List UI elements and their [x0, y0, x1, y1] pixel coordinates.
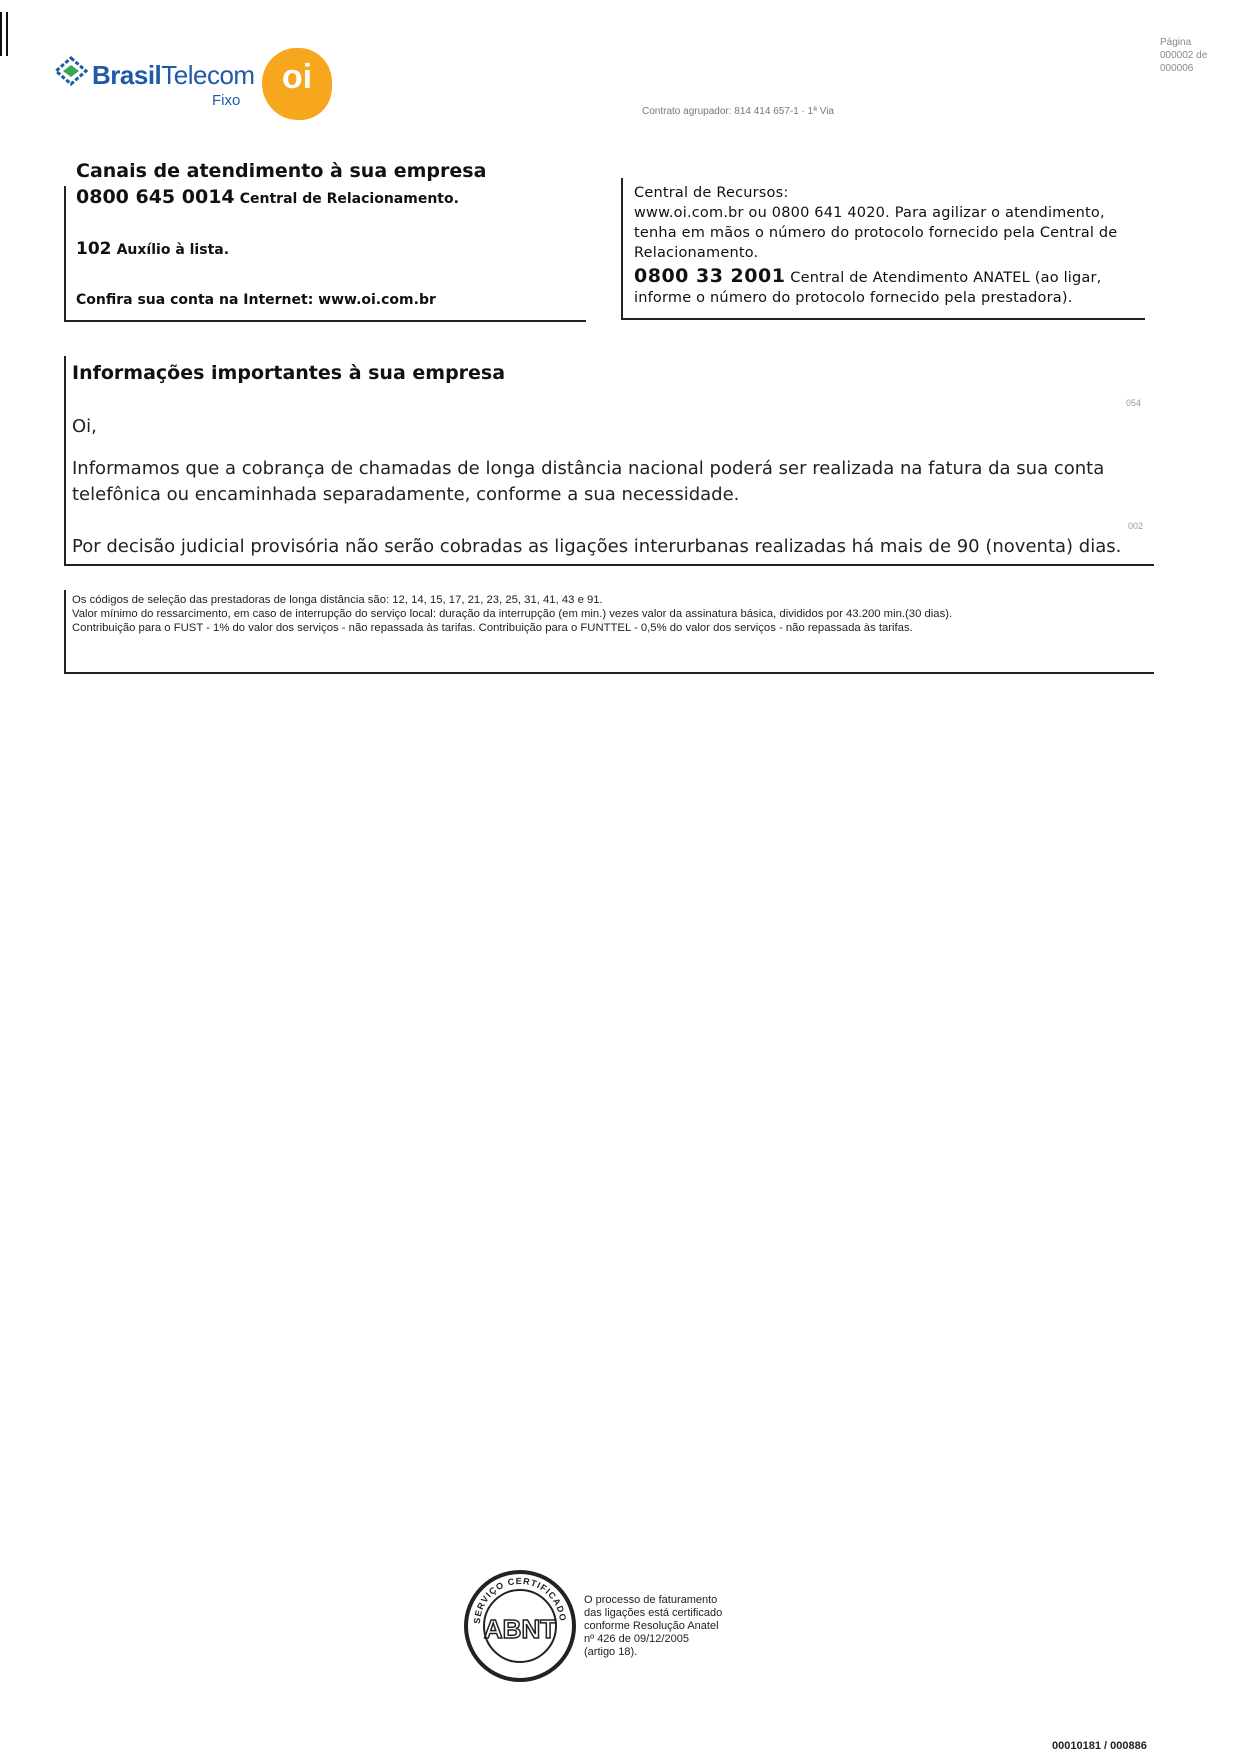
- long-distance-paragraph: Informamos que a cobrança de chamadas de longa distância nacional poderá ser realizada na fatura da sua conta telefônica ou encaminhada separadamente, conforme a sua necessidade.: [72, 458, 1105, 505]
- brand-name: BrasilTelecom: [92, 60, 255, 90]
- greeting: Oi,: [72, 416, 97, 437]
- central-recursos: [634, 183, 1144, 263]
- notes-bottom-border: [64, 672, 1154, 674]
- channels-bottom-border: [64, 320, 586, 322]
- central-number: 0800 645 0014: [76, 186, 235, 208]
- auxilio-lista: [76, 239, 229, 259]
- info-code-2: 002: [1128, 521, 1144, 531]
- aux-number: 102: [76, 239, 112, 259]
- brand-subtitle: Fixo: [212, 92, 241, 109]
- page-indicator: Página 000002 de 000006: [1160, 37, 1208, 74]
- central-label: Central de Relacionamento.: [239, 191, 459, 207]
- document-code: 00010181 / 000886: [1052, 1740, 1147, 1752]
- channels-left-border: [64, 186, 66, 322]
- note-refund: Valor mínimo do ressarcimento, em caso de interrupção do serviço local: duração da interrupção (em min.) vezes valor da assinatura básica, divididos por 43.200 min.(30 dias).: [72, 608, 953, 620]
- footnotes: [72, 593, 1162, 635]
- info-bottom-border: [64, 564, 1154, 566]
- anatel-body: Central de Atendimento ANATEL (ao ligar, informe o número do protocolo fornecido pela prestadora).: [634, 270, 1102, 306]
- scan-mark: [0, 12, 8, 56]
- info-left-border: [64, 356, 66, 564]
- abnt-seal-icon: [462, 1566, 578, 1686]
- central-relacionamento: [76, 186, 459, 208]
- note-carrier-codes: Os códigos de seleção das prestadoras de longa distância são: 12, 14, 15, 17, 21, 23, 25, 31, 41, 43 e 91.: [72, 594, 603, 606]
- recursos-bottom-border: [621, 318, 1145, 320]
- info-title: Informações importantes à sua empresa: [72, 362, 506, 384]
- internet-link[interactable]: Confira sua conta na Internet: www.oi.com.br: [76, 292, 436, 308]
- recursos-body: www.oi.com.br ou 0800 641 4020. Para agilizar o atendimento, tenha em mãos o número do protocolo fornecido pela Central de Relacionamento.: [634, 205, 1118, 261]
- seal-center-text: ABNT: [483, 1614, 557, 1644]
- note-contributions: Contribuição para o FUST - 1% do valor dos serviços - não repassada às tarifas. Contribuição para o FUNTTEL - 0,5% do valor dos serviços - não repassada às tarifas.: [72, 622, 913, 634]
- contract-number: Contrato agrupador: 814 414 657-1 · 1ª Via: [642, 106, 834, 117]
- anatel-central: [634, 266, 1144, 308]
- brasil-telecom-logo-icon: [54, 56, 88, 90]
- recursos-title: Central de Recursos:: [634, 185, 789, 201]
- info-code-1: 054: [1126, 398, 1142, 408]
- aux-label: Auxílio à lista.: [116, 242, 230, 258]
- seal-caption: O processo de faturamento das ligações está certificado conforme Resolução Anatel nº 426 de 09/12/2005 (artigo 18).: [584, 1594, 723, 1658]
- anatel-number: 0800 33 2001: [634, 265, 786, 287]
- channels-title: Canais de atendimento à sua empresa: [76, 160, 487, 182]
- recursos-left-border: [621, 178, 623, 320]
- notes-left-border: [64, 590, 66, 674]
- seal-ring-text: SERVIÇO CERTIFICADO: [471, 1575, 569, 1625]
- oi-logo-text: oi: [281, 58, 313, 96]
- judicial-decision-paragraph: Por decisão judicial provisória não serão cobradas as ligações interurbanas realizadas há mais de 90 (noventa) dias.: [72, 536, 1122, 557]
